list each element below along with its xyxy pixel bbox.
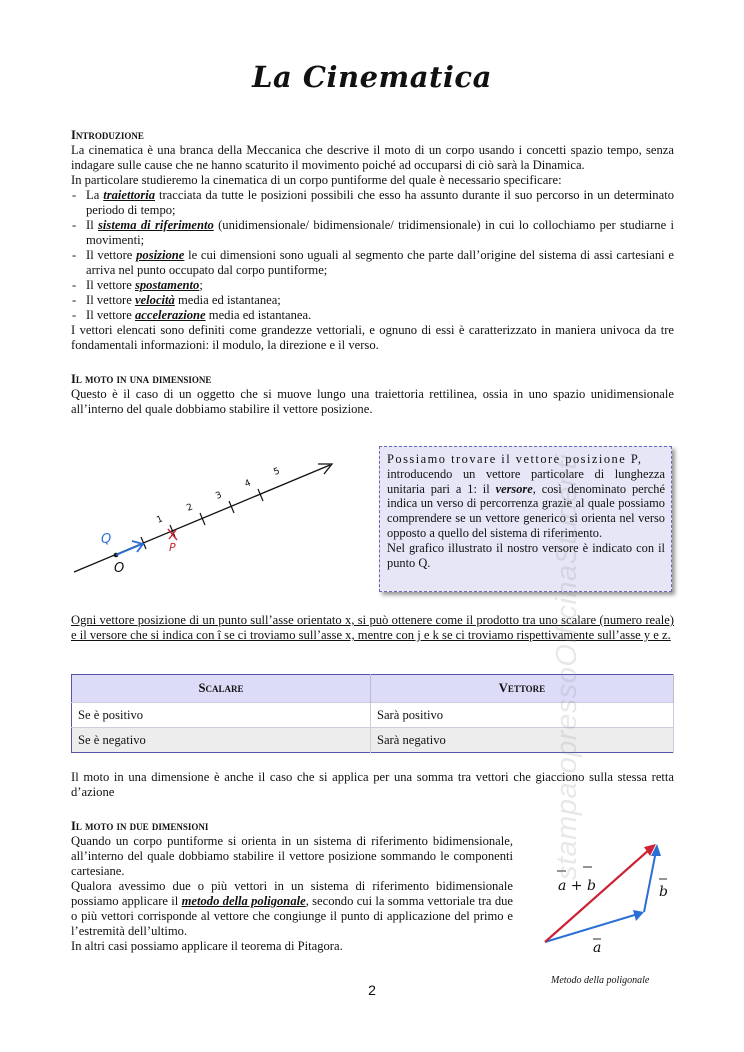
one-dim-paragraph-2: Ogni vettore posizione di un punto sull’asse orientato x, si può ottenere come il prodotto tra uno scalare (numero reale) e il versore che si indica con î se ci troviamo sull’asse x, mentre con j e k se ci troviamo rispettivamente sull’asse y e z. bbox=[71, 613, 674, 642]
intro-section bbox=[71, 128, 674, 353]
one-dim-paragraph-3: Il moto in una dimensione è anche il caso che si applica per una somma tra vettori che giacciono sulla stessa retta d’azione bbox=[71, 770, 674, 799]
tick-label: 5 bbox=[272, 466, 282, 478]
q-label: Q bbox=[101, 532, 112, 547]
two-dim-heading: Il moto in due dimensioni bbox=[71, 819, 209, 833]
one-dim-heading: Il moto in una dimensione bbox=[71, 372, 212, 386]
intro-list bbox=[71, 188, 674, 323]
vector-b-line bbox=[644, 851, 656, 912]
diagram-caption: Metodo della poligonale bbox=[551, 975, 650, 986]
one-dim-paragraph-2-wrap bbox=[71, 613, 674, 643]
p-label: P bbox=[169, 541, 176, 554]
list-item: - La traiettoria tracciata da tutte le posizioni possibili che esso ha assunto durante il suo percorso in un determinato periodo di tempo; bbox=[71, 188, 674, 218]
origin-label: O bbox=[114, 561, 125, 576]
note-body: introducendo un vettore particolare di lunghezza unitaria pari a 1: il versore, così denominato perché indica un verso di percorrenza grazie al quale possiamo comprendere se un vettore generico si orienta nel verso opposto a quello del sistema di riferimento. bbox=[387, 466, 665, 540]
list-item: - Il vettore spostamento; bbox=[71, 278, 674, 293]
sum-label: a + b bbox=[558, 878, 596, 894]
table-header-row bbox=[72, 675, 674, 703]
table-header: Vettore bbox=[370, 675, 673, 703]
one-dim-paragraph-1: Questo è il caso di un oggetto che si muove lungo una traiettoria rettilinea, ossia in uno spazio unidimensionale all’interno del quale dobbiamo stabilire il vettore posizione. bbox=[71, 387, 674, 416]
table-header: Scalare bbox=[72, 675, 371, 703]
table-cell: Se è negativo bbox=[72, 728, 371, 753]
two-dim-section bbox=[71, 819, 513, 954]
b-label: b bbox=[659, 884, 668, 900]
a-label: a bbox=[593, 940, 602, 956]
note-line-1: Possiamo trovare il vettore posizione P, bbox=[387, 452, 643, 466]
intro-paragraph-3: I vettori elencati sono definiti come grandezze vettoriali, e ognuno di essi è caratterizzato in maniera univoca da tre fondamentali informazioni: il modulo, la direzione e il verso. bbox=[71, 323, 674, 352]
two-dim-paragraph-2: Qualora avessimo due o più vettori in un sistema di riferimento bidimensionale possiamo applicare il metodo della poligonale, secondo cui la somma vettoriale tra due o più vettori corrisponde al vettore che congiunge il punto di applicazione del primo e l’estremità dell’ultimo. bbox=[71, 879, 513, 938]
table-cell: Se è positivo bbox=[72, 703, 371, 728]
tick-label: 4 bbox=[243, 478, 253, 490]
watermark: stampatopressoOfficinaStudenti bbox=[551, 453, 583, 880]
two-dim-paragraph-1: Quando un corpo puntiforme si orienta in un sistema di riferimento bidimensionale, all’interno del quale dobbiamo stabilire il vettore posizione sommando le componenti cartesiane. bbox=[71, 834, 513, 878]
tick-label: 1 bbox=[155, 514, 165, 526]
page-number: 2 bbox=[368, 982, 376, 998]
vector-a-line bbox=[545, 914, 638, 942]
page-title: La Cinematica bbox=[252, 60, 492, 94]
intro-paragraph-1: La cinematica è una branca della Meccanica che descrive il moto di un corpo usando i concetti spazio tempo, senza indagare sulle cause che ne hanno scaturito il movimento poiché ad occuparsi di ciò sarà la Dinamica. bbox=[71, 143, 674, 172]
one-dim-paragraph-3-wrap bbox=[71, 770, 674, 800]
axis-sketch bbox=[60, 455, 360, 585]
list-item: - Il vettore accelerazione media ed istantanea. bbox=[71, 308, 674, 323]
table-cell: Sarà positivo bbox=[370, 703, 673, 728]
tick-label: 2 bbox=[185, 502, 195, 514]
list-item: - Il sistema di riferimento (unidimensionale/ bidimensionale/ tridimensionale) in cui lo collochiamo per studiarne i movimenti; bbox=[71, 218, 674, 248]
table-cell: Sarà negativo bbox=[370, 728, 673, 753]
intro-heading: Introduzione bbox=[71, 128, 144, 142]
table-row bbox=[72, 703, 674, 728]
intro-paragraph-2: In particolare studieremo la cinematica di un corpo puntiforme del quale è necessario specificare: bbox=[71, 173, 562, 187]
table-row bbox=[72, 728, 674, 753]
two-dim-paragraph-3: In altri casi possiamo applicare il teorema di Pitagora. bbox=[71, 939, 343, 953]
tick-label: 3 bbox=[214, 490, 224, 502]
note-line-3: Nel grafico illustrato il nostro versore è indicato con il punto Q. bbox=[387, 540, 665, 570]
list-item: - Il vettore posizione le cui dimensioni sono uguali al segmento che parte dall’origine del sistema di assi cartesiani e arriva nel punto occupato dal corpo puntiforme; bbox=[71, 248, 674, 278]
scalar-vector-table bbox=[71, 674, 674, 753]
one-dim-section bbox=[71, 372, 674, 417]
versor-note-box bbox=[379, 446, 672, 592]
list-item: - Il vettore velocità media ed istantanea; bbox=[71, 293, 674, 308]
vector-a-arrowhead bbox=[633, 910, 644, 921]
